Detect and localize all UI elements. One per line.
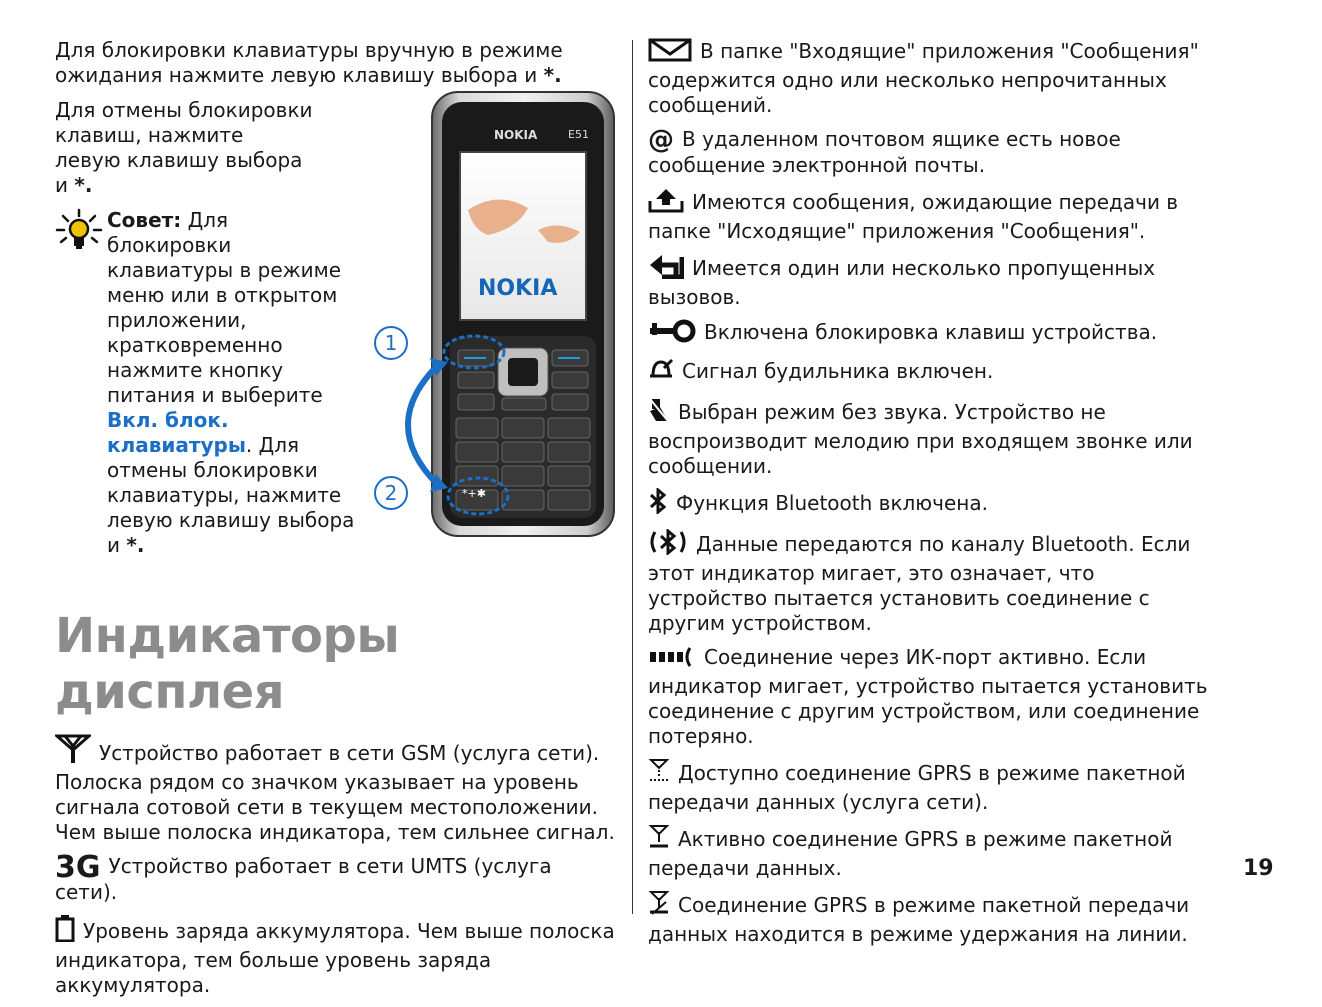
callout-1: 1 [374,326,408,360]
tip-text: Совет: Для блокировки клавиатуры в режиме меню или в открытом приложении, кратковременно нажмите кнопку питания и выберите Вкл. блок. клавиатуры. Для отмены блокировки клавиатуры, нажмите левую клавишу выбора и *. [107,208,355,557]
gprs-hold-icon [648,890,670,922]
callout-2: 2 [374,476,408,510]
indicator-gprs-available: Доступно соединение GPRS в режиме пакетной передачи данных (услуга сети). [648,758,1218,815]
unlock-text: Для отмены блокировки клавиш, нажмите левую клавишу выбора и *. [55,98,313,197]
3g-icon: 3G [55,850,101,885]
section-heading: Индикаторы дисплея [55,608,400,720]
missed-call-icon [648,253,684,285]
bluetooth-icon [648,488,668,520]
phone-illustration [368,90,618,540]
indicator-keylock: Включена блокировка клавиш устройства. [648,319,1218,349]
indicator-gprs-active: Активно соединение GPRS в режиме пакетной передачи данных. [648,824,1218,881]
indicator-email: @ В удаленном почтовом ящике есть новое сообщение электронной почты. [648,125,1121,177]
gprs-available-icon [648,758,670,790]
indicator-inbox: В папке "Входящие" приложения "Сообщения" содержится одно или несколько непрочитанных сообщений. [648,39,1199,117]
indicator-bluetooth-data: Данные передаются по каналу Bluetooth. Если этот индикатор мигает, это означает, что устройство пытается установить соединение с другим устройством. [648,529,1218,636]
outbox-upload-icon [648,187,684,219]
battery-icon [55,914,75,948]
indicator-missed-call: Имеется один или несколько пропущенных вызовов. [648,253,1218,310]
indicator-bluetooth-on: Функция Bluetooth включена. [648,488,1218,520]
phone-model-label: E51 [568,128,589,141]
infrared-icon [648,646,696,674]
indicator-alarm: Сигнал будильника включен. [648,358,1218,388]
nokia-e51-image [368,90,618,540]
right-column [648,38,1218,956]
envelope-icon [648,38,692,68]
at-sign-icon: @ [648,125,674,155]
indicator-silent: Выбран режим без звука. Устройство не воспроизводит мелодию при входящем звонке или сообщении. [648,397,1218,479]
star-key-label: *+✱ [462,487,486,500]
gsm-antenna-icon [55,734,91,770]
bluetooth-transfer-icon [648,529,688,561]
gprs-active-icon [648,824,670,856]
silent-mode-icon [648,397,670,429]
indicator-infrared: Соединение через ИК-порт активно. Если индикатор мигает, устройство пытается установить соединение с другим устройством, или соединение потеряно. [648,645,1208,748]
indicator-outbox: Имеются сообщения, ожидающие передачи в папке "Исходящие" приложения "Сообщения". [648,187,1218,244]
key-icon [648,319,696,349]
column-divider [632,40,633,914]
keylock-menu-link: Вкл. блок. клавиатуры [107,408,246,457]
indicator-battery: Уровень заряда аккумулятора. Чем выше полоска индикатора, тем больше уровень заряда аккумулятора. [55,914,620,998]
screen-brand-logo: NOKIA [478,276,558,301]
lock-manual-text: Для блокировки клавиатуры вручную в режиме ожидания нажмите левую клавишу выбора и *. [55,38,563,87]
alarm-bell-icon [648,358,674,388]
phone-brand-label: NOKIA [494,128,538,142]
indicator-gprs-hold: Соединение GPRS в режиме пакетной передачи данных находится в режиме удержания на линии. [648,890,1218,947]
lightbulb-icon [55,208,107,558]
indicator-3g: 3G Устройство работает в сети UMTS (услуга сети). [55,850,552,904]
page-number: 19 [1243,856,1274,881]
indicator-gsm: Устройство работает в сети GSM (услуга сети). Полоска рядом со значком указывает на уровень сигнала сотовой сети в текущем местоположении. Чем выше полоска индикатора, тем сильнее сигнал. [55,734,620,845]
